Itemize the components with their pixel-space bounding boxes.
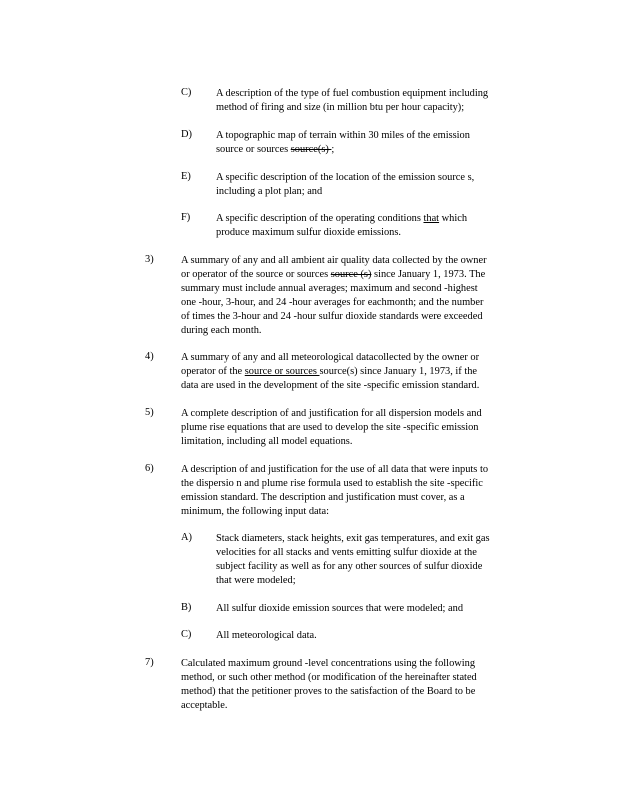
item-label: 6)	[145, 463, 154, 474]
item-label: 7)	[145, 657, 154, 668]
item-text: A complete description of and justification for all dispersion models and plume rise equations that are used to develop the site -specific emission limitation, including all model equations.	[181, 408, 482, 447]
item-label: C)	[181, 629, 192, 640]
deleted-text: source (s)	[330, 269, 372, 280]
item-text: A summary of any and all ambient air quality data collected by the owner or operator of the source or sources source (s) since January 1, 1973. The summary must include annual averages; maximum and second -highest one -hour, 3-hour, and 24 -hour averages for eachmonth; and the number of times the 3-hour and 24 -hour sulfur dioxide standards were exceeded during each month.	[181, 255, 487, 336]
item-label: B)	[181, 602, 192, 613]
item-text: All sulfur dioxide emission sources that were modeled; and	[216, 603, 464, 614]
item-label: 5)	[145, 407, 154, 418]
item-text: A description of the type of fuel combustion equipment including method of firing and size (in million btu per hour capacity);	[216, 88, 489, 113]
item-label: E)	[181, 171, 191, 182]
item-text: A specific description of the location of the emission source s, including a plot plan; and	[216, 172, 475, 197]
item-text: A description of and justification for the use of all data that were inputs to the dispersio n and plume rise formula used to establish the site -specific emission standard. The description and justification must cover, as a minimum, the following input data:	[181, 464, 489, 517]
inserted-text: source or sources	[244, 366, 320, 377]
item-label: 3)	[145, 254, 154, 265]
item-text: Calculated maximum ground -level concentrations using the following method, or such other method (or modification of the hereinafter stated method) that the petitioner proves to the satisfaction of the Board to be acceptable.	[181, 658, 477, 711]
deleted-text: source(s)	[290, 144, 332, 155]
item-text: A specific description of the operating conditions that which produce maximum sulfur dioxide emissions.	[216, 213, 468, 238]
item-label: D)	[181, 129, 192, 140]
item-label: A)	[181, 532, 192, 543]
item-text: A summary of any and all meteorological datacollected by the owner or operator of the source or sources source(s) since January 1, 1973, if the data are used in the development of the site -specific emission standard.	[181, 352, 480, 391]
item-label: C)	[181, 87, 192, 98]
item-label: 4)	[145, 351, 154, 362]
item-text: A topographic map of terrain within 30 miles of the emission source or sources source(s) ;	[216, 130, 470, 155]
inserted-text: that	[423, 213, 440, 224]
item-label: F)	[181, 212, 191, 223]
item-text: All meteorological data.	[216, 630, 317, 641]
item-text: Stack diameters, stack heights, exit gas temperatures, and exit gas velocities for all stacks and vents emitting sulfur dioxide at the subject facility as well as for any other sources of sulfur dioxide that were modeled;	[216, 533, 490, 586]
